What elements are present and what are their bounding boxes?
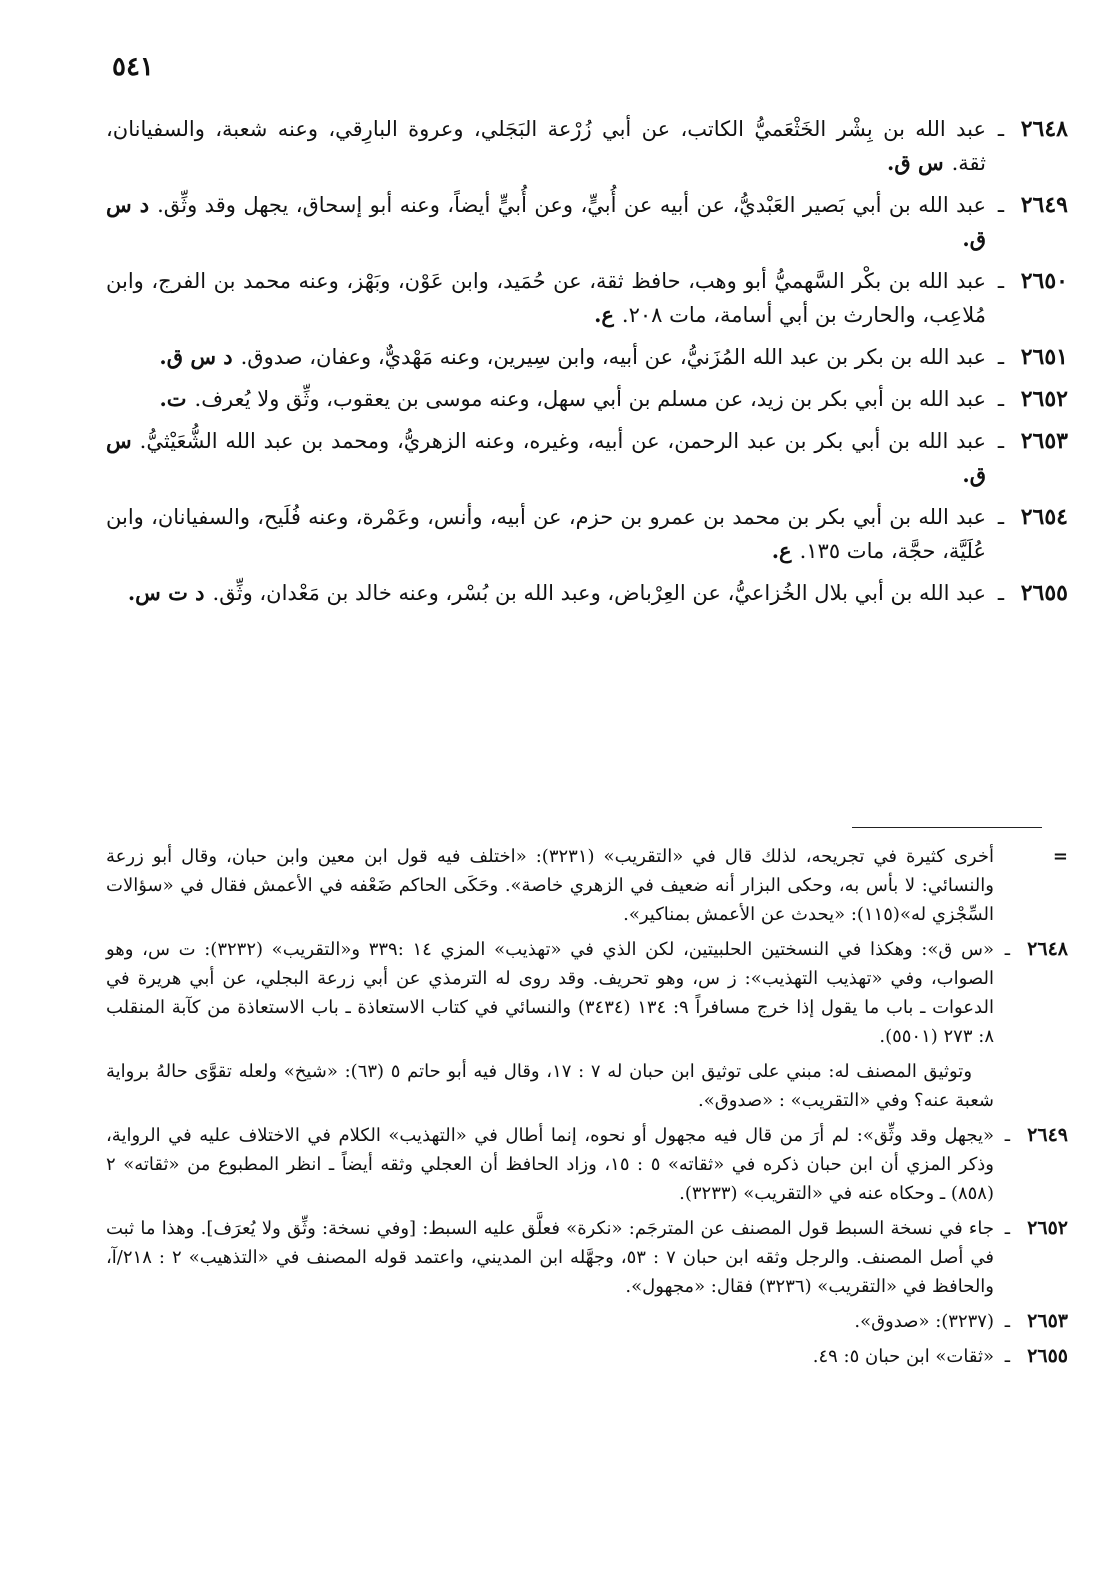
- entry-sigla: ت.: [159, 386, 187, 411]
- footnote: [106, 1214, 1068, 1301]
- footnote-dash: ـ: [1004, 1125, 1010, 1146]
- entry-body: عبد الله بن بكْر السَّهميُّ أبو وهب، حافظ ثقة، عن حُمَيد، وابن عَوْن، وبَهْز، وعنه محمد بن الفرج، وابن مُلاعِب، والحارث بن أبي أسامة، مات ٢٠٨.: [106, 269, 986, 327]
- footnote: [106, 1307, 1068, 1336]
- entry-dash: ـ: [997, 193, 1004, 217]
- footnote-number: ٢٦٥٢: [1027, 1217, 1068, 1239]
- entry-sigla: ع.: [594, 302, 614, 327]
- entry-text: [106, 188, 986, 256]
- entry-text: [106, 382, 986, 416]
- entry-dash: ـ: [997, 505, 1004, 529]
- entry-body: عبد الله بن بِشْر الخَثْعَميُّ الكاتب، عن أبي زُرْعة البَجَلي، وعروة البارِقي، وعنه شعبة، والسفيانان، ثقة.: [106, 117, 986, 175]
- entry-sigla: د س ق.: [159, 344, 233, 369]
- entry: [106, 188, 1068, 256]
- entry-text: [106, 576, 986, 610]
- footnote-number: ٢٦٤٨: [1027, 938, 1068, 960]
- footnotes: [106, 842, 1068, 1377]
- entry-sigla: د ت س.: [127, 580, 205, 605]
- entry-body: عبد الله بن أبي بكر بن محمد بن عمرو بن حزم، عن أبيه، وأنس، وعَمْرة، وعنه فُلَيح، والسفيانان، وابن عُلَيَّة، حجَّة، مات ١٣٥.: [106, 505, 986, 563]
- footnote-text: «يجهل وقد وثِّق»: لم أرَ من قال فيه مجهول أو نحوه، إنما أطال في «التهذيب» الكلام في الاختلاف عليه في الرواية، وذكر المزي أن ابن حبان ذكره في «ثقاته» ٥ : ١٥، وزاد الحافظ أن العجلي وثقه أيضاً ـ انظر المطبوع من «ثقاته» ٢ (٨٥٨) ـ وحكاه عنه في «التقريب» (٣٢٣٣).: [106, 1125, 994, 1204]
- footnote-number: ٢٦٤٩: [1027, 1124, 1068, 1146]
- entry-text: [106, 112, 986, 180]
- entry-body: عبد الله بن أبي بكر بن عبد الرحمن، عن أبيه، وغيره، وعنه الزهريُّ، ومحمد بن عبد الله الشُّعَيْثيُّ.: [139, 429, 986, 453]
- continuation-mark: =: [1052, 846, 1068, 867]
- footnote-text: «س ق»: وهكذا في النسختين الحلبيتين، لكن الذي في «تهذيب» المزي ١٤ :٣٣٩ و«التقريب» (٣٢٣٢): ت س، وهو الصواب، وفي «تهذيب التهذيب»: ز س، وهو تحريف. وقد روى له الترمذي عن أبي زرعة البجلي، عن أبي هريرة في الدعوات ـ باب ما يقول إذا خرج مسافراً ٩: ١٣٤ (٣٤٣٤) والنسائي في كتاب الاستعاذة ـ باب الاستعاذة من كآبة المنقلب ٨: ٢٧٣ (٥٥٠١).: [106, 939, 995, 1047]
- footnote-text: «ثقات» ابن حبان ٥: ٤٩.: [812, 1346, 994, 1367]
- entry: [106, 576, 1068, 610]
- footnote-dash: ـ: [1004, 1218, 1010, 1239]
- entry: [106, 112, 1068, 180]
- entry: [106, 500, 1068, 568]
- page-number: ٥٤١: [112, 52, 154, 82]
- entry: [106, 264, 1068, 332]
- footnote: [106, 1121, 1068, 1208]
- entry-sigla: س ق.: [106, 428, 986, 487]
- entry-dash: ـ: [997, 387, 1004, 411]
- footnote-number: ٢٦٥٥: [1027, 1345, 1068, 1367]
- footnote-number: ٢٦٥٣: [1027, 1310, 1068, 1332]
- entry: [106, 424, 1068, 492]
- entry-dash: ـ: [997, 269, 1004, 293]
- footnote-continuation: [106, 842, 1068, 929]
- footnote-dash: ـ: [1004, 1311, 1010, 1332]
- footnote: [106, 935, 1068, 1051]
- footnote-text: جاء في نسخة السبط قول المصنف عن المترجَم: «نكرة» فعلَّق عليه السبط: [وفي نسخة: وثِّق ولا يُعرَف]. وهذا ما ثبت في أصل المصنف. والرجل وثقه ابن حبان ٧ : ٥٣، وجهَّله ابن المديني، واعتمد قوله المصنف في «التذهيب» ٢ : ٢١٨/آ، والحافظ في «التقريب» (٣٢٣٦) فقال: «مجهول».: [106, 1218, 994, 1297]
- entry-dash: ـ: [997, 345, 1004, 369]
- entry-number: ٢٦٥٥: [1020, 580, 1068, 606]
- entry: [106, 340, 1068, 374]
- entry-text: [106, 264, 986, 332]
- entry-number: ٢٦٥٠: [1020, 268, 1068, 294]
- entry-sigla: د س ق.: [106, 192, 986, 251]
- footnote-paragraph: وتوثيق المصنف له: مبني على توثيق ابن حبان له ٧ : ١٧، وقال فيه أبو حاتم ٥ (٦٣): «شيخ» ولعله تقوَّى حالهُ برواية شعبة عنه؟ وفي «التقريب» : «صدوق».: [106, 1061, 994, 1111]
- footnote-text: (٣٢٣٧): «صدوق».: [854, 1311, 994, 1332]
- entry-text: [106, 424, 986, 492]
- entry-number: ٢٦٤٨: [1020, 116, 1068, 142]
- footnote-text: أخرى كثيرة في تجريحه، لذلك قال في «التقريب» (٣٢٣١): «اختلف فيه قول ابن معين وابن حبان، وقال أبو زرعة والنسائي: لا بأس به، وحكى البزار أنه ضعيف في الزهري خاصة». وحَكَى الحاكم ضَعْفه في الأعمش فقال في «سؤالات السِّجْزي له»(١١٥): «يحدث عن الأعمش بمناكير».: [106, 846, 994, 925]
- entry-dash: ـ: [997, 117, 1004, 141]
- entry-number: ٢٦٥٢: [1020, 386, 1068, 412]
- entry-body: عبد الله بن أبي بلال الخُزاعيُّ، عن العِرْباض، وعبد الله بن بُسْر، وعنه خالد بن مَعْدان، وثِّق.: [212, 581, 986, 605]
- footnote: [106, 1342, 1068, 1371]
- entry-body: عبد الله بن أبي بَصير العَبْديُّ، عن أبيه عن أُبيٍّ، وعن أُبيٍّ أيضاً، وعنه أبو إسحاق، يجهل وقد وثِّق.: [157, 193, 986, 217]
- entry-body: عبد الله بن بكر بن عبد الله المُزَنيُّ، عن أبيه، وابن سِيرين، وعنه مَهْديٌّ، وعفان، صدوق.: [240, 345, 986, 369]
- entry-body: عبد الله بن أبي بكر بن زيد، عن مسلم بن أبي سهل، وعنه موسى بن يعقوب، وثِّق ولا يُعرف.: [194, 387, 986, 411]
- footnote-dash: ـ: [1004, 1346, 1010, 1367]
- entry-text: [106, 500, 986, 568]
- entry-dash: ـ: [997, 581, 1004, 605]
- footnote-dash: ـ: [1004, 939, 1010, 960]
- entry-dash: ـ: [997, 429, 1004, 453]
- entries-list: [106, 112, 1068, 618]
- entry: [106, 382, 1068, 416]
- entry-sigla: س ق.: [887, 150, 944, 175]
- entry-sigla: ع.: [771, 538, 792, 563]
- entry-number: ٢٦٥٣: [1020, 428, 1068, 454]
- entry-number: ٢٦٥١: [1020, 344, 1068, 370]
- entry-text: [106, 340, 986, 374]
- entry-number: ٢٦٤٩: [1020, 192, 1068, 218]
- entry-number: ٢٦٥٤: [1020, 504, 1068, 530]
- footnote-divider: [852, 827, 1042, 828]
